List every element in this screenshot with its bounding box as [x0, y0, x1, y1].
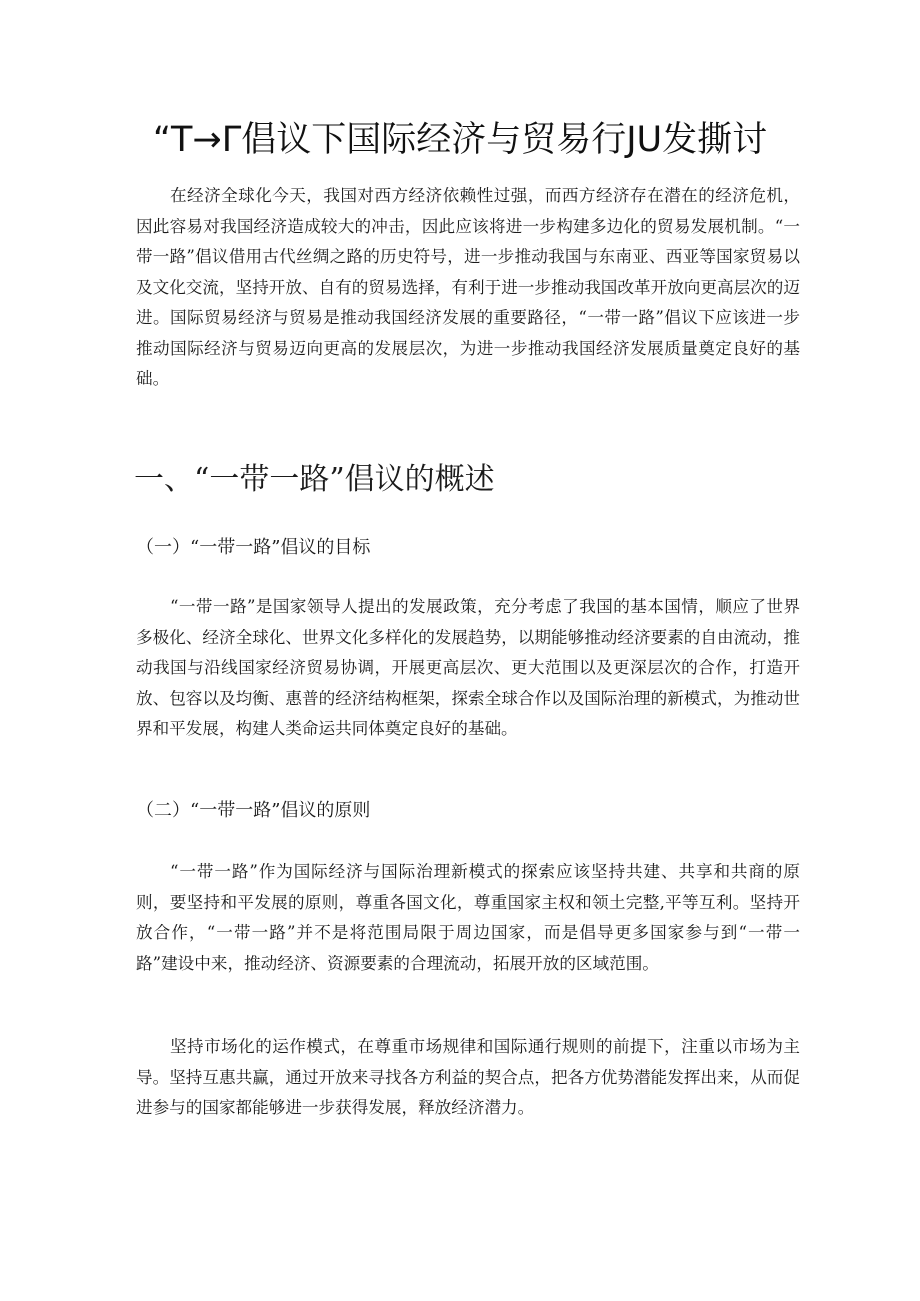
goals-paragraph: “一带一路”是国家领导人提出的发展政策，充分考虑了我国的基本国情，顺应了世界多极化、经济全球化、世界文化多样化的发展趋势，以期能够推动经济要素的自由流动，推动我国与沿线国家经济贸易协调，开展更高层次、更大范围以及更深层次的合作，打造开放、包容以及均衡、惠普的经济结构框架，探索全球合作以及国际治理的新模式，为推动世界和平发展，构建人类命运共同体奠定良好的基础。 [136, 597, 800, 738]
document-title: “T→Γ倡议下国际经济与贸易行JU发撕讨 [152, 120, 768, 160]
principles-paragraph-2: 坚持市场化的运作模式，在尊重市场规律和国际通行规则的前提下，注重以市场为主导。坚持互惠共赢，通过开放来寻找各方利益的契合点，把各方优势潜能发挥出来，从而促进参与的国家都能够进一步获得发展，释放经济潜力。 [136, 1037, 800, 1117]
principles-paragraph-1: “一带一路”作为国际经济与国际治理新模式的探索应该坚持共建、共享和共商的原则，要坚持和平发展的原则，尊重各国文化，尊重国家主权和领土完整,平等互利。坚持开放合作，“一带一路”并不是将范围局限于周边国家，而是倡导更多国家参与到“一带一路”建设中来，推动经济、资源要素的合理流动，拓展开放的区域范围。 [136, 862, 800, 973]
section-heading-overview: 一、“一带一路”倡议的概述 [134, 462, 495, 497]
subsection-heading-goals: （一）“一带一路”倡议的目标 [136, 537, 371, 558]
intro-paragraph: 在经济全球化今天，我国对西方经济依赖性过强，而西方经济存在潜在的经济危机，因此容易对我国经济造成较大的冲击，因此应该将进一步构建多边化的贸易发展机制。“一带一路”倡议借用古代丝绸之路的历史符号，进一步推动我国与东南亚、西亚等国家贸易以及文化交流，坚持开放、自有的贸易选择，有利于进一步推动我国改革开放向更高层次的迈进。国际贸易经济与贸易是推动我国经济发展的重要路径，“一带一路”倡议下应该进一步推动国际经济与贸易迈向更高的发展层次，为进一步推动我国经济发展质量奠定良好的基础。 [136, 186, 800, 388]
subsection-heading-principles: （二）“一带一路”倡议的原则 [136, 800, 371, 821]
